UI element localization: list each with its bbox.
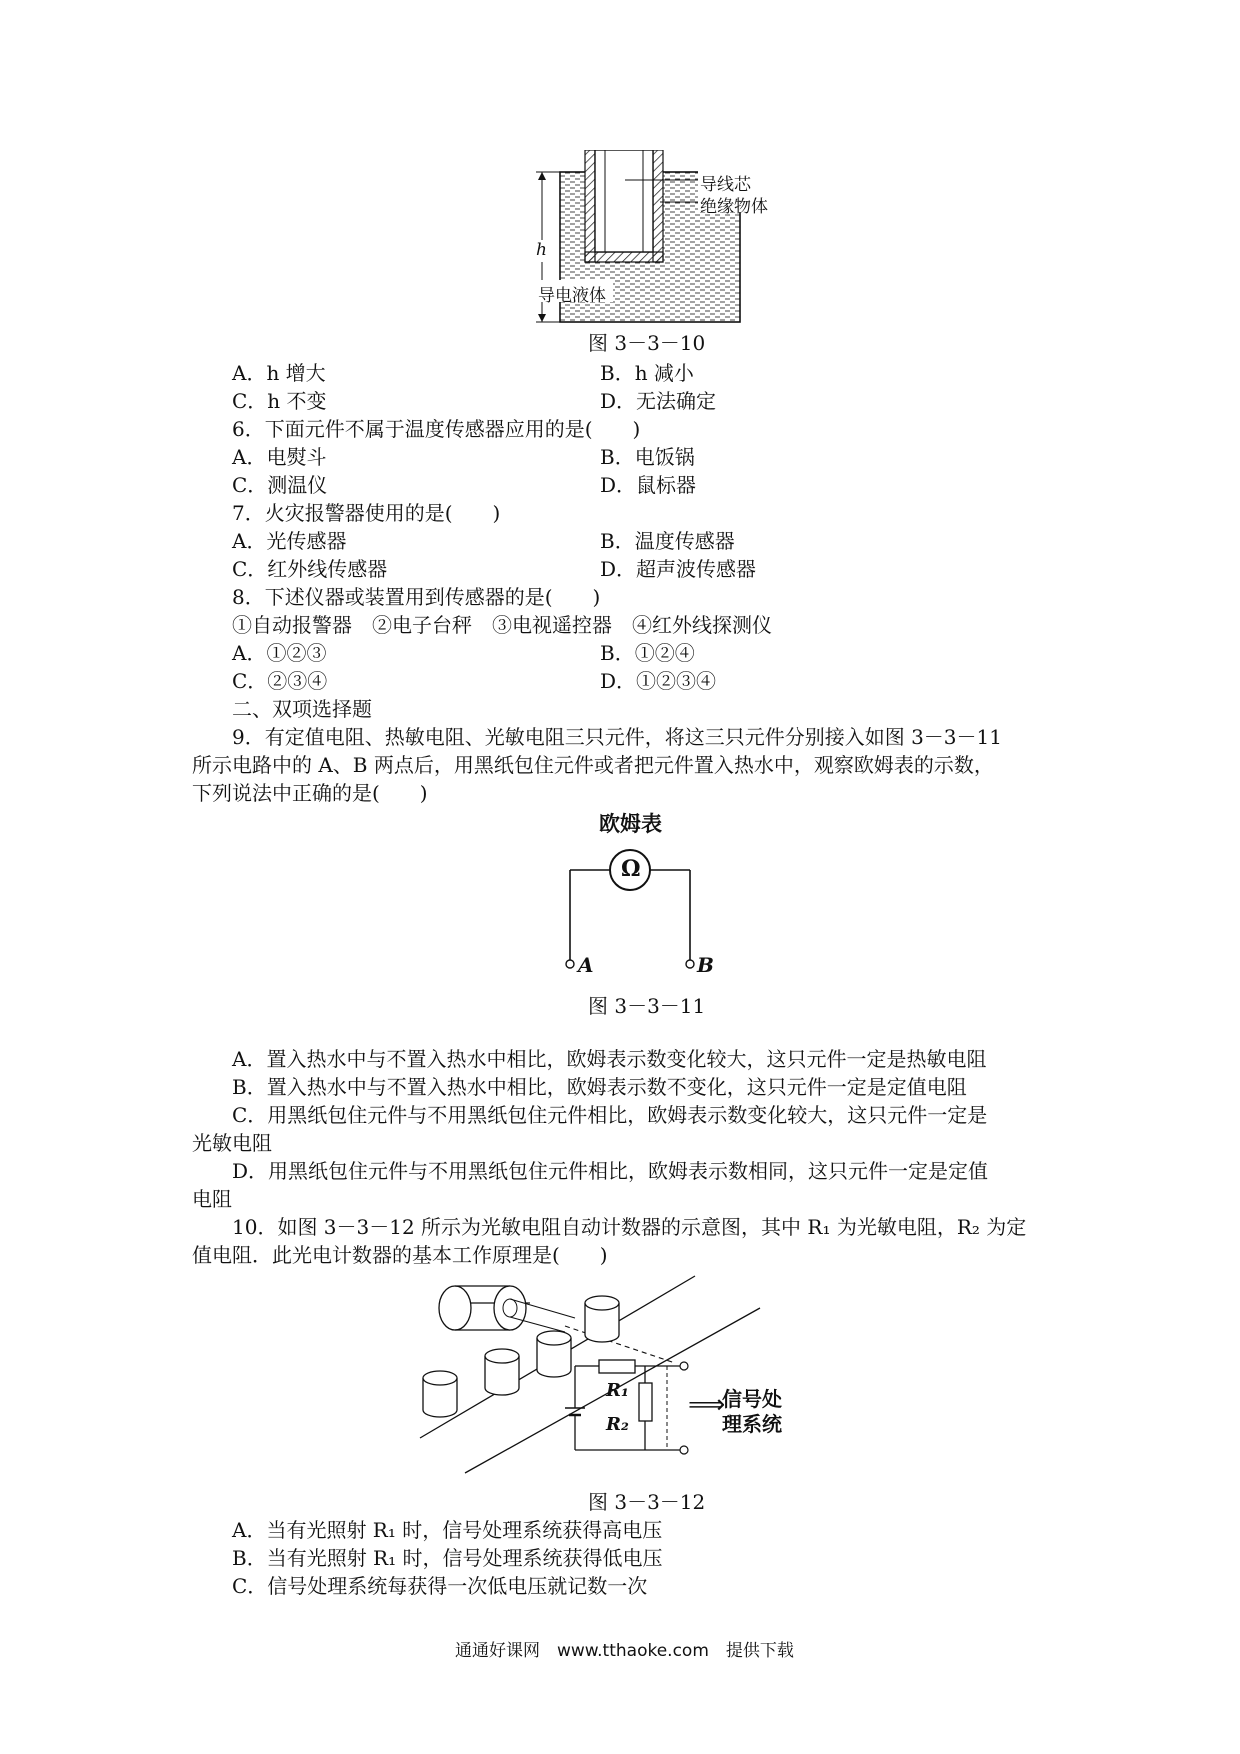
q10-option-b: B．当有光照射 R₁ 时，信号处理系统获得低电压 <box>232 1546 663 1570</box>
q6-option-b: B．电饭锅 <box>600 445 695 469</box>
fig11-terminal-b: B <box>697 953 714 977</box>
q6-option-a: A．电熨斗 <box>232 445 327 469</box>
q9-option-c-line1: C．用黑纸包住元件与不用黑纸包住元件相比，欧姆表示数变化较大，这只元件一定是 <box>232 1103 988 1127</box>
fig12-label-r2: R₂ <box>606 1414 629 1435</box>
q8-option-a: A．①②③ <box>232 641 327 665</box>
q8-items: ①自动报警器 ②电子台秤 ③电视遥控器 ④红外线探测仪 <box>232 613 772 637</box>
fig10-label-h: h <box>536 240 547 260</box>
figure-3-3-12 <box>415 1268 865 1483</box>
q5-option-c: C．h 不变 <box>232 389 327 413</box>
q9-option-d-line2: 电阻 <box>192 1187 232 1211</box>
q5-option-b: B．h 减小 <box>600 361 694 385</box>
q9-option-b: B．置入热水中与不置入热水中相比，欧姆表示数不变化，这只元件一定是定值电阻 <box>232 1075 967 1099</box>
fig12-arrow-icon: ⟹ <box>688 1390 726 1420</box>
q5-option-a: A．h 增大 <box>232 361 326 385</box>
q9-stem-line2: 所示电路中的 A、B 两点后，用黑纸包住元件或者把元件置入热水中，观察欧姆表的示数， <box>192 753 994 777</box>
q10-option-c: C．信号处理系统每获得一次低电压就记数一次 <box>232 1574 648 1598</box>
q7-option-b: B．温度传感器 <box>600 529 735 553</box>
fig10-label-core: 导线芯 <box>700 175 751 195</box>
q9-stem-line1: 9．有定值电阻、热敏电阻、光敏电阻三只元件，将这三只元件分别接入如图 3－3－11 <box>232 725 1002 749</box>
q10-stem-line1: 10．如图 3－3－12 所示为光敏电阻自动计数器的示意图，其中 R₁ 为光敏电阻，R₂ 为定 <box>232 1215 1027 1239</box>
q9-option-a: A．置入热水中与不置入热水中相比，欧姆表示数变化较大，这只元件一定是热敏电阻 <box>232 1047 987 1071</box>
ohm-symbol: Ω <box>621 856 641 882</box>
q9-stem-line3: 下列说法中正确的是( ) <box>192 781 428 805</box>
fig10-label-liquid: 导电液体 <box>538 286 606 306</box>
page-footer: 通通好课网 www.tthaoke.com 提供下载 <box>455 1641 794 1661</box>
q5-option-d: D．无法确定 <box>600 389 717 413</box>
fig10-caption: 图 3－3－10 <box>588 331 706 355</box>
q7-option-d: D．超声波传感器 <box>600 557 757 581</box>
q9-option-d-line1: D．用黑纸包住元件与不用黑纸包住元件相比，欧姆表示数相同，这只元件一定是定值 <box>232 1159 989 1183</box>
q7-option-c: C．红外线传感器 <box>232 557 388 581</box>
q8-option-b: B．①②④ <box>600 641 695 665</box>
q9-option-c-line2: 光敏电阻 <box>192 1131 272 1155</box>
q8-option-c: C．②③④ <box>232 669 328 693</box>
q8-stem: 8．下述仪器或装置用到传感器的是( ) <box>232 585 601 609</box>
q6-option-c: C．测温仪 <box>232 473 328 497</box>
fig12-caption: 图 3－3－12 <box>588 1490 706 1514</box>
q7-option-a: A．光传感器 <box>232 529 347 553</box>
fig10-label-insulator: 绝缘物体 <box>700 197 768 217</box>
q10-stem-line2: 值电阻．此光电计数器的基本工作原理是( ) <box>192 1243 608 1267</box>
q6-stem: 6．下面元件不属于温度传感器应用的是( ) <box>232 417 641 441</box>
fig12-signal-label-2: 理系统 <box>722 1412 782 1436</box>
fig11-caption: 图 3－3－11 <box>588 994 706 1018</box>
q7-stem: 7．火灾报警器使用的是( ) <box>232 501 501 525</box>
fig12-label-r1: R₁ <box>606 1380 629 1401</box>
fig11-terminal-a: A <box>578 953 594 977</box>
q6-option-d: D．鼠标器 <box>600 473 697 497</box>
q10-option-a: A．当有光照射 R₁ 时，信号处理系统获得高电压 <box>232 1518 663 1542</box>
q8-option-d: D．①②③④ <box>600 669 717 693</box>
fig12-signal-label-1: 信号处 <box>722 1387 782 1411</box>
section-heading: 二、双项选择题 <box>232 697 372 721</box>
fig11-title: 欧姆表 <box>599 812 662 836</box>
